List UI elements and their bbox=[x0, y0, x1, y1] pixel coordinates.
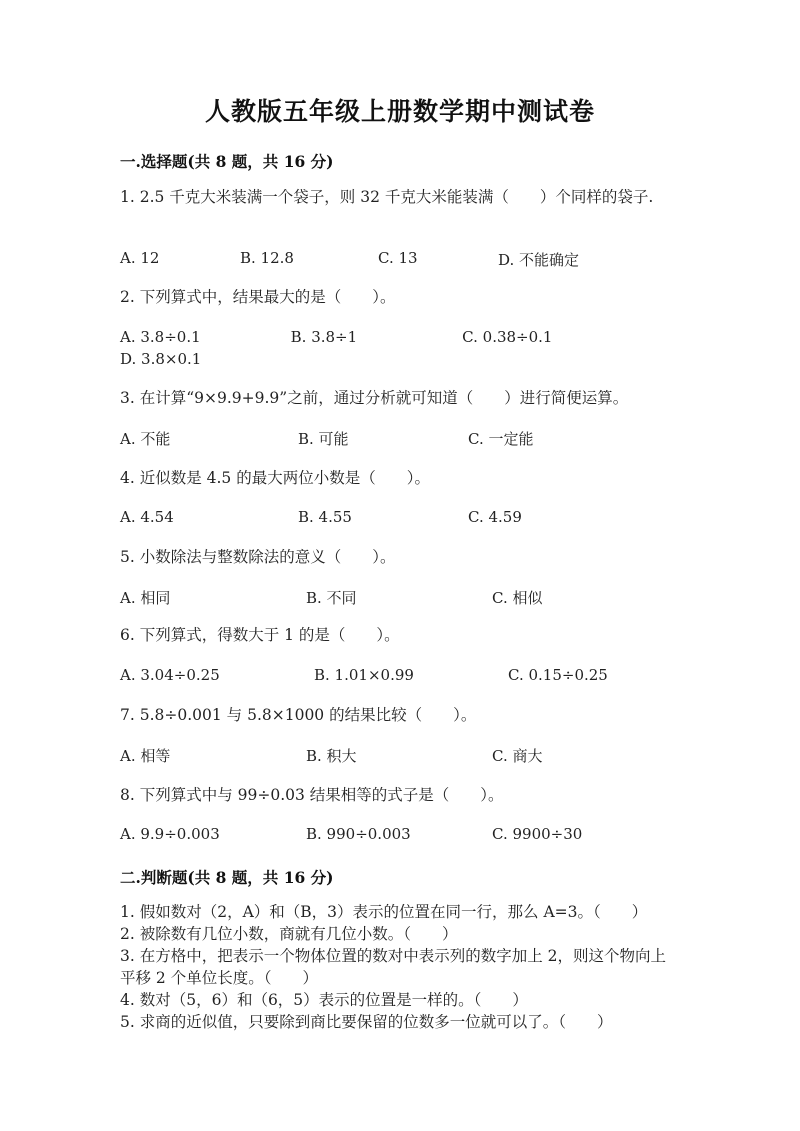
option-b: B. 12.8 bbox=[240, 249, 294, 267]
option-c: C. 9900÷30 bbox=[492, 825, 583, 843]
options-line-q2: A. 3.8÷0.1 B. 3.8÷1 C. 0.38÷0.1 D. 3.8×0.1 bbox=[120, 328, 673, 368]
question-3: 3. 在计算“9×9.9+9.9”之前，通过分析就可知道（ ）进行简便运算。 bbox=[120, 389, 629, 407]
option-b: B. 不同 bbox=[306, 589, 357, 607]
option-a: A. 4.54 bbox=[120, 508, 174, 526]
option-b: B. 可能 bbox=[298, 430, 349, 448]
section-heading-choice: 一.选择题(共 8 题，共 16 分) bbox=[120, 152, 334, 171]
option-d: D. 不能确定 bbox=[498, 251, 580, 269]
option-c: C. 一定能 bbox=[468, 430, 534, 448]
option-c: C. 13 bbox=[378, 249, 418, 267]
option-c: C. 相似 bbox=[492, 589, 543, 607]
option-c: C. 商大 bbox=[492, 747, 543, 765]
options-q3 bbox=[120, 428, 680, 472]
option-b: B. 积大 bbox=[306, 747, 357, 765]
question-5: 5. 小数除法与整数除法的意义（ ）。 bbox=[120, 548, 396, 566]
option-b: B. 990÷0.003 bbox=[306, 825, 411, 843]
judgement-item-3: 3. 在方格中，把表示一个物体位置的数对中表示列的数字加上 2，则这个物向上平移 2 个单位长度。（ ） bbox=[120, 947, 667, 987]
option-a: A. 相同 bbox=[120, 589, 171, 607]
option-c: C. 0.15÷0.25 bbox=[508, 666, 608, 684]
page-title: 人教版五年级上册数学期中测试卷 bbox=[204, 97, 595, 126]
question-2: 2. 下列算式中，结果最大的是（ ）。 bbox=[120, 288, 396, 306]
question-7: 7. 5.8÷0.001 与 5.8×1000 的结果比较（ ）。 bbox=[120, 706, 477, 724]
judgement-item-5: 5. 求商的近似值，只要除到商比要保留的位数多一位就可以了。（ ） bbox=[120, 1013, 613, 1031]
option-a: A. 3.04÷0.25 bbox=[120, 666, 220, 684]
option-a: A. 不能 bbox=[120, 430, 171, 448]
options-q7 bbox=[120, 745, 680, 789]
option-c: C. 4.59 bbox=[468, 508, 522, 526]
question-1: 1. 2.5 千克大米装满一个袋子，则 32 千克大米能装满（ ）个同样的袋子. bbox=[120, 188, 654, 206]
option-b: B. 1.01×0.99 bbox=[314, 666, 414, 684]
section-heading-judgement: 二.判断题(共 8 题，共 16 分) bbox=[120, 868, 334, 887]
question-8: 8. 下列算式中与 99÷0.03 结果相等的式子是（ ）。 bbox=[120, 786, 504, 804]
option-b: B. 4.55 bbox=[298, 508, 352, 526]
options-q8 bbox=[120, 825, 680, 869]
judgement-item-2: 2. 被除数有几位小数，商就有几位小数。（ ） bbox=[120, 925, 458, 943]
option-a: A. 9.9÷0.003 bbox=[120, 825, 220, 843]
question-4: 4. 近似数是 4.5 的最大两位小数是（ ）。 bbox=[120, 469, 430, 487]
option-a: A. 12 bbox=[120, 249, 160, 267]
judgement-item-4: 4. 数对（5，6）和（6，5）表示的位置是一样的。（ ） bbox=[120, 991, 528, 1009]
option-a: A. 相等 bbox=[120, 747, 171, 765]
options-q2 bbox=[120, 326, 680, 370]
question-6: 6. 下列算式，得数大于 1 的是（ ）。 bbox=[120, 626, 400, 644]
judgement-item-1: 1. 假如数对（2，A）和（B，3）表示的位置在同一行，那么 A=3。（ ） bbox=[120, 903, 648, 921]
